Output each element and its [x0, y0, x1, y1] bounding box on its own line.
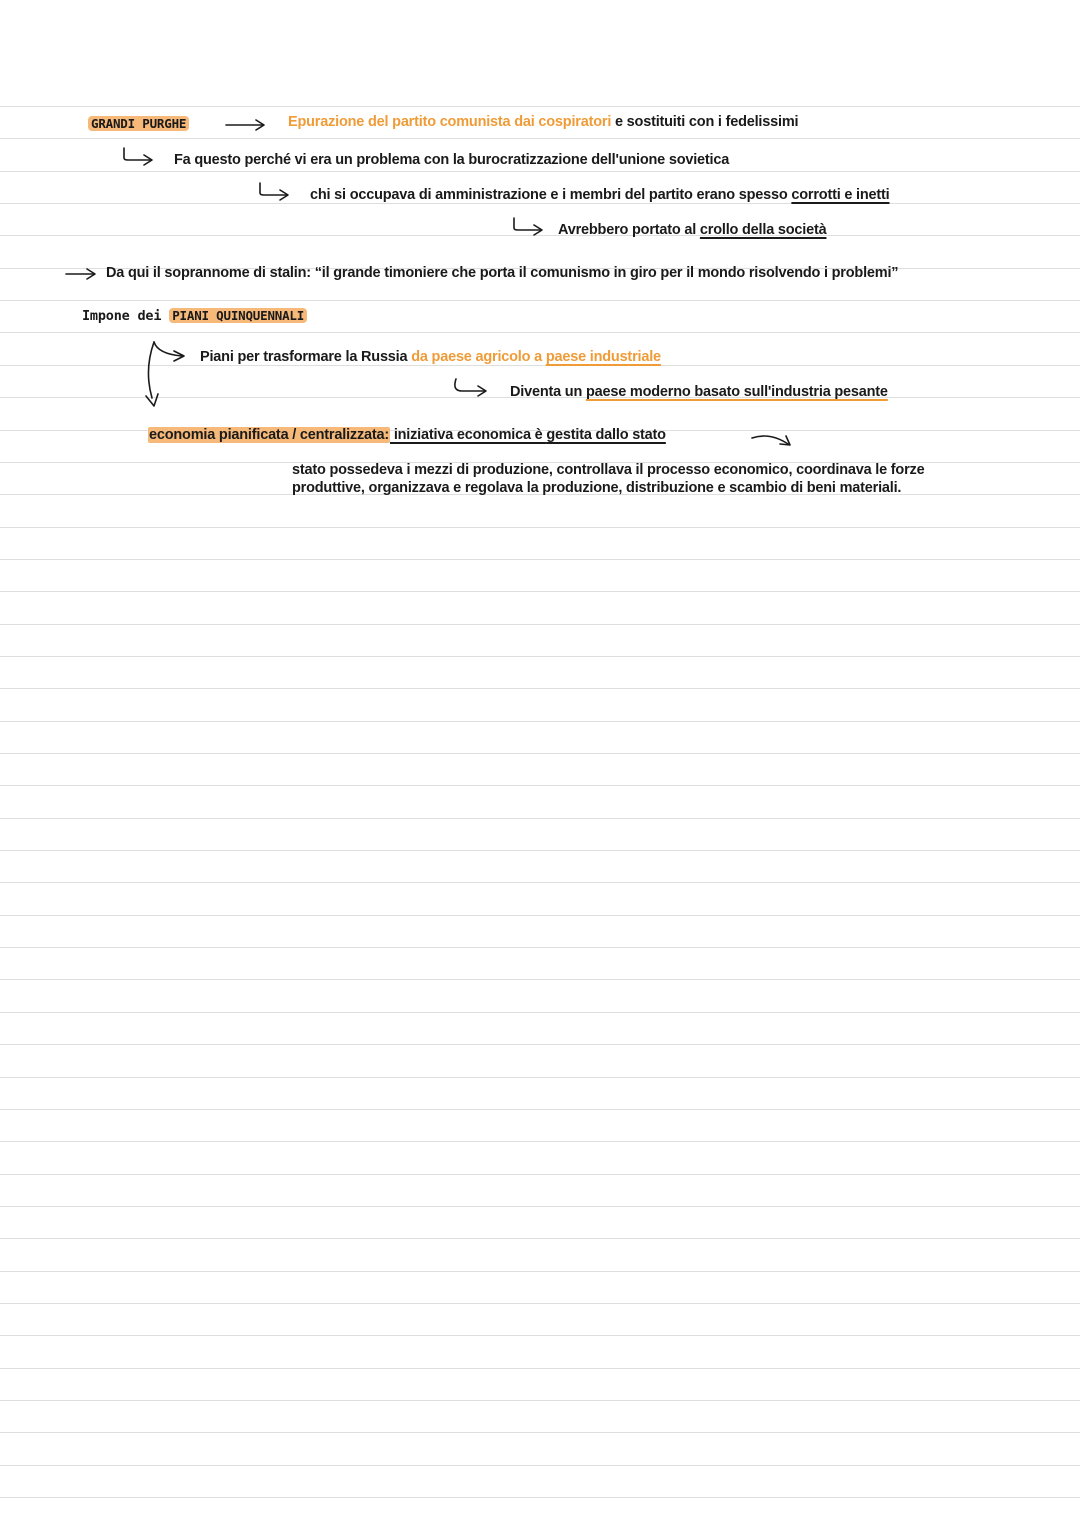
ruled-line: [0, 850, 1080, 851]
ruled-line: [0, 915, 1080, 916]
ruled-line: [0, 171, 1080, 172]
down-right-arrow-icon: [750, 430, 794, 454]
ruled-line: [0, 138, 1080, 139]
ruled-line: [0, 1044, 1080, 1045]
piani-goal: [200, 349, 661, 365]
piani-intro: [82, 308, 307, 324]
ruled-line: [0, 1335, 1080, 1336]
curved-arrow-icon: [258, 181, 294, 203]
definition-orange-text: Epurazione del partito comunista dai cospiratori: [288, 114, 612, 130]
ruled-line: [0, 1012, 1080, 1013]
heading-grandi-purghe: [88, 116, 189, 131]
definition-rest-text: e sostituiti con i fedelissimi: [611, 114, 799, 130]
highlighted-term: GRANDI PURGHE: [88, 116, 189, 131]
piani-quinquennali-term: PIANI QUINQUENNALI: [169, 308, 307, 323]
ruled-line: [0, 203, 1080, 204]
ruled-line: [0, 753, 1080, 754]
consequence-underlined: crollo della società: [699, 222, 827, 238]
ruled-line: [0, 979, 1080, 980]
ruled-line: [0, 559, 1080, 560]
branch-arrow-icon: [140, 340, 190, 420]
economy-term: economia pianificata / centralizzata:: [149, 427, 389, 443]
ruled-line: [0, 332, 1080, 333]
ruled-line: [0, 624, 1080, 625]
state-description-line-2: produttive, organizzava e regolava la produzione, distribuzione e scambio di beni materiali.: [292, 480, 902, 496]
goal-from: da paese agricolo a: [411, 349, 546, 365]
ruled-line: [0, 1465, 1080, 1466]
purghe-detail: [310, 187, 889, 203]
ruled-line: [0, 656, 1080, 657]
ruled-line: [0, 1303, 1080, 1304]
ruled-line: [0, 818, 1080, 819]
purghe-reason: Fa questo perché vi era un problema con la burocratizzazione dell'unione sovietica: [174, 152, 730, 168]
stalin-nickname: Da qui il soprannome di stalin: “il grande timoniere che porta il comunismo in giro per il mondo risolvendo i problemi”: [106, 265, 899, 281]
goal-to: paese industriale: [545, 349, 661, 365]
ruled-line: [0, 1271, 1080, 1272]
ruled-line: [0, 882, 1080, 883]
ruled-line: [0, 721, 1080, 722]
ruled-line: [0, 1141, 1080, 1142]
ruled-line: [0, 1206, 1080, 1207]
purghe-definition: [288, 114, 798, 130]
detail-underlined: corrotti e inetti: [791, 187, 890, 203]
ruled-line: [0, 1432, 1080, 1433]
ruled-line: [0, 527, 1080, 528]
right-arrow-icon: [66, 267, 100, 281]
ruled-line: [0, 1497, 1080, 1498]
right-arrow-icon: [226, 118, 270, 132]
curved-arrow-icon: [122, 146, 158, 168]
purghe-consequence: [558, 222, 826, 238]
economy-def-b: gestita dallo stato: [546, 427, 666, 443]
intro-text: Impone dei: [82, 308, 170, 324]
ruled-line: [0, 1400, 1080, 1401]
economy-def-a: iniziativa economica è: [389, 427, 547, 443]
goal-prefix: Piani per trasformare la Russia: [200, 349, 412, 365]
ruled-line: [0, 1109, 1080, 1110]
ruled-line: [0, 1238, 1080, 1239]
ruled-line: [0, 688, 1080, 689]
ruled-line: [0, 947, 1080, 948]
ruled-line: [0, 785, 1080, 786]
piani-result: [510, 384, 888, 400]
ruled-line: [0, 300, 1080, 301]
ruled-line: [0, 1174, 1080, 1175]
detail-prefix: chi si occupava di amministrazione e i membri del partito erano spesso: [310, 187, 792, 203]
curved-arrow-icon: [512, 216, 548, 238]
ruled-line: [0, 1368, 1080, 1369]
result-prefix: Diventa un: [510, 384, 586, 400]
state-description-line-1: stato possedeva i mezzi di produzione, controllava il processo economico, coordinava le forze: [292, 462, 925, 478]
ruled-line: [0, 106, 1080, 107]
ruled-line: [0, 591, 1080, 592]
consequence-prefix: Avrebbero portato al: [558, 222, 700, 238]
economy-definition: [148, 427, 666, 443]
ruled-line: [0, 1077, 1080, 1078]
curved-arrow-icon: [452, 377, 492, 399]
result-underlined: paese moderno basato sull'industria pesante: [585, 384, 888, 400]
